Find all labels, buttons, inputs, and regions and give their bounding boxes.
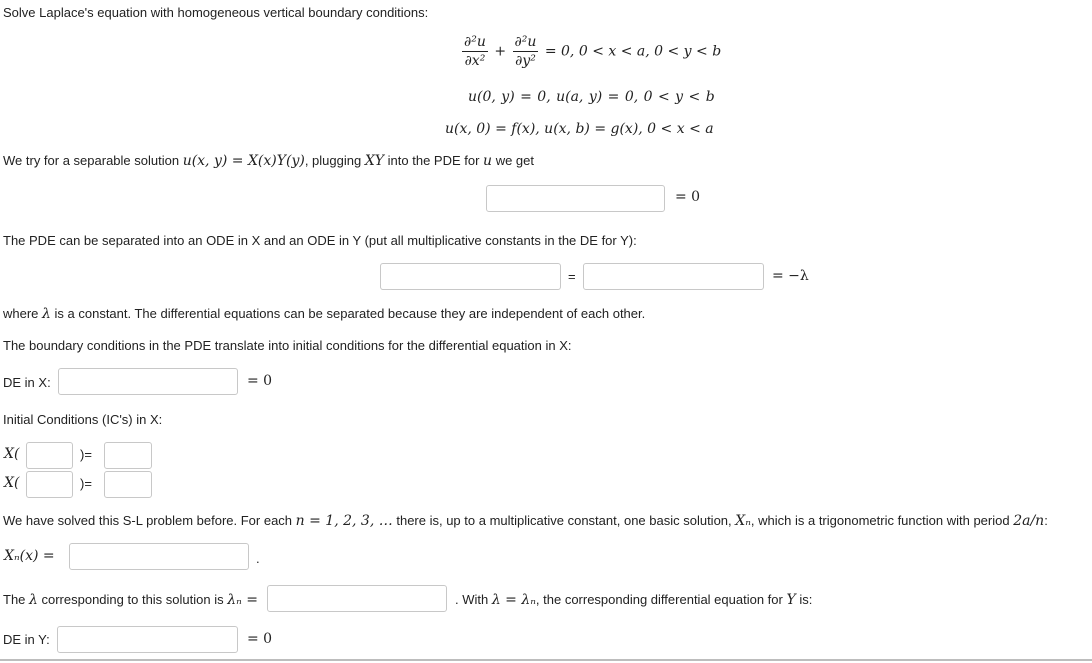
ic-x-prefix: X(: [4, 446, 20, 462]
math-segment: λₙ =: [227, 592, 258, 608]
text-segment: . With: [455, 592, 492, 607]
x-ode-input[interactable]: [380, 263, 561, 290]
d2u-dx2-fraction: [462, 34, 488, 69]
math-segment: XY: [364, 153, 385, 169]
de-x-input[interactable]: [58, 368, 238, 395]
ic-close: )=: [80, 476, 92, 491]
text-segment: where: [3, 306, 43, 321]
text-segment: into the PDE for: [384, 153, 484, 168]
lambda-text-b: [455, 592, 812, 608]
fraction-numerator: ∂²u: [514, 34, 537, 50]
ic1-value-input[interactable]: [104, 442, 152, 469]
pde-equation: [460, 34, 721, 69]
math-segment: 2a/n: [1013, 513, 1045, 529]
math-segment: λ: [29, 592, 38, 608]
text-segment: , plugging: [304, 153, 365, 168]
math-segment: u: [483, 153, 493, 169]
pde-domain: = 0, 0 < x < a, 0 < y < b: [544, 43, 722, 60]
intro-text: Solve Laplace's equation with homogeneous vertical boundary conditions:: [3, 5, 429, 20]
text-segment: corresponding to this solution is: [37, 592, 228, 607]
text-segment: :: [1044, 513, 1048, 528]
de-x-label: DE in X:: [3, 375, 51, 390]
ic-label: Initial Conditions (IC's) in X:: [3, 412, 163, 427]
fraction-denominator: ∂x²: [464, 53, 486, 69]
ic-close: )=: [80, 447, 92, 462]
xn-input[interactable]: [69, 543, 249, 570]
boundary-text: The boundary conditions in the PDE translate into initial conditions for the differential equation in X:: [3, 338, 572, 353]
pde-xy-input[interactable]: [486, 185, 665, 212]
bc-line-1: u(0, y) = 0, u(a, y) = 0, 0 < y < b: [468, 89, 715, 105]
ic2-point-input[interactable]: [26, 471, 73, 498]
math-segment: λ: [42, 306, 51, 322]
math-segment: u(x, y) = X(x)Y(y): [182, 153, 305, 169]
text-segment: We try for a separable solution: [3, 153, 183, 168]
ic1-point-input[interactable]: [26, 442, 73, 469]
where-lambda-text: [3, 306, 645, 322]
separable-text: [3, 153, 534, 169]
text-segment: , the corresponding differential equation for: [535, 592, 787, 607]
math-segment: Xₙ: [735, 513, 751, 529]
de-y-input[interactable]: [57, 626, 238, 653]
text-segment: , which is a trigonometric function with period: [750, 513, 1014, 528]
math-segment: λ = λₙ: [491, 592, 536, 608]
bottom-divider: [0, 659, 1092, 661]
plus-sign: +: [494, 43, 507, 60]
neg-lambda: = −λ: [772, 268, 809, 284]
ic-x-prefix: X(: [4, 475, 20, 491]
text-segment: We have solved this S-L problem before. For each: [3, 513, 296, 528]
separate-text: The PDE can be separated into an ODE in X and an ODE in Y (put all multiplicative constants in the DE for Y):: [3, 233, 637, 248]
period-dot: .: [256, 551, 260, 566]
equals-zero: = 0: [247, 373, 273, 389]
text-segment: there is, up to a multiplicative constant, one basic solution,: [392, 513, 736, 528]
text-segment: The: [3, 592, 30, 607]
lambda-text-a: [3, 592, 258, 608]
y-ode-input[interactable]: [583, 263, 764, 290]
math-segment: n = 1, 2, 3, …: [295, 513, 393, 529]
lambda-n-input[interactable]: [267, 585, 447, 612]
math-segment: Y: [786, 592, 796, 608]
bc-line-2: u(x, 0) = f(x), u(x, b) = g(x), 0 < x < a: [445, 121, 714, 137]
text-segment: is a constant. The differential equations can be separated because they are independent of each other.: [50, 306, 646, 321]
ic2-value-input[interactable]: [104, 471, 152, 498]
xn-label: Xₙ(x) =: [4, 548, 55, 564]
fraction-denominator: ∂y²: [515, 53, 536, 69]
text-segment: is:: [795, 592, 813, 607]
equals-zero: = 0: [247, 631, 273, 647]
fraction-numerator: ∂²u: [464, 34, 486, 50]
d2u-dy2-fraction: [513, 34, 539, 69]
sl-text: [3, 513, 1048, 529]
de-y-label: DE in Y:: [3, 632, 50, 647]
equals-sign: =: [568, 269, 576, 284]
equals-zero: = 0: [675, 189, 701, 205]
text-segment: we get: [492, 153, 534, 168]
